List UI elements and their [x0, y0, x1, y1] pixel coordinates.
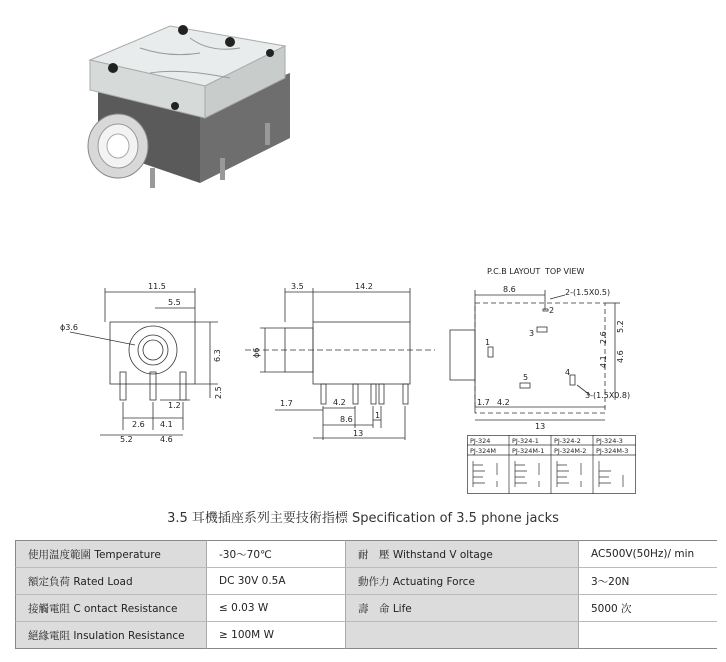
mount-post-2: [178, 25, 188, 35]
model-pj-324-2: PJ-324-2: [554, 437, 581, 445]
spec-value-actuating-force: 3～20N: [579, 568, 717, 595]
spec-label-rated-load: 額定負荷 Rated Load: [15, 568, 207, 595]
dim-1-2: 1.2: [168, 401, 181, 410]
spec-title: 3.5 耳機插座系列主要技術指標 Specification of 3.5 phone jacks: [167, 511, 559, 526]
mount-post-4: [266, 49, 274, 57]
table-row: [15, 568, 717, 595]
dim-2-6: 2.6: [132, 420, 145, 429]
pcb-pin-4: 4: [565, 368, 571, 377]
pcb-dim-13: 13: [535, 422, 546, 431]
table-row: [15, 595, 717, 622]
model-pj-324-3: PJ-324-3: [596, 437, 623, 445]
pcb-layout-label: P.C.B LAYOUT: [487, 267, 541, 276]
table-row: [15, 540, 717, 568]
model-pj-324m: PJ-324M: [470, 447, 496, 455]
pcb-dim-4-2: 4.2: [497, 398, 510, 407]
model-variant-grid: [467, 435, 637, 495]
dim-4-2: 4.2: [333, 398, 346, 407]
spec-label-life: 壽 命 Life: [346, 595, 579, 622]
dim-8-6: 8.6: [340, 415, 353, 424]
pcb-pin-1: 1: [485, 338, 491, 347]
pcb-dim-8-6: 8.6: [503, 285, 516, 294]
dim-13: 13: [353, 429, 364, 438]
dim-1: 1: [375, 411, 381, 420]
dim-5-5: 5.5: [168, 298, 181, 307]
pcb-pin-5: 5: [523, 373, 529, 382]
model-pj-324m-3: PJ-324M-3: [596, 447, 629, 455]
model-pj-324: PJ-324: [470, 437, 491, 445]
spec-label-insulation-resistance: 絕緣電阻 Insulation Resistance: [15, 622, 207, 649]
pcb-dim-1-7: 1.7: [477, 398, 490, 407]
dim-phi-6: ɸ6: [252, 347, 261, 358]
spec-value-life: 5000 次: [579, 595, 717, 622]
spec-label-empty: [346, 622, 579, 649]
dim-2-5: 2.5: [214, 386, 223, 399]
dim-5-2: 5.2: [120, 435, 133, 444]
model-pj-324m-2: PJ-324M-2: [554, 447, 587, 455]
model-pj-324m-1: PJ-324M-1: [512, 447, 545, 455]
spec-value-contact-resistance: ≤ 0.03 W: [207, 595, 346, 622]
dim-4-1: 4.1: [160, 420, 173, 429]
side-view-drawing: [245, 280, 440, 445]
pcb-hole-3: 3-(1.5X0.8): [585, 391, 631, 400]
front-view-drawing: [60, 280, 230, 445]
spec-label-withstand-voltage: 耐 壓 Withstand V oltage: [346, 540, 579, 568]
spec-label-temperature: 使用温度範圍 Temperature: [15, 540, 207, 568]
mount-post-3: [225, 37, 235, 47]
spec-label-actuating-force: 動作力 Actuating Force: [346, 568, 579, 595]
dim-6-3: 6.3: [213, 349, 222, 362]
spec-value-withstand-voltage: AC500V(50Hz)/ min: [579, 540, 717, 568]
dim-14-2: 14.2: [355, 282, 373, 291]
spec-value-insulation-resistance: ≥ 100M W: [207, 622, 346, 649]
pcb-dim-5-2: 5.2: [616, 320, 625, 333]
pcb-pin-2: 2: [549, 306, 555, 315]
pcb-dim-2-6: 2.6: [599, 331, 608, 344]
model-pj-324-1: PJ-324-1: [512, 437, 539, 445]
pcb-dim-4-6: 4.6: [616, 350, 625, 363]
pcb-hole-2: 2-(1.5X0.5): [565, 288, 611, 297]
product-photo: [80, 18, 310, 198]
dim-4-6: 4.6: [160, 435, 173, 444]
dim-3-5: 3.5: [291, 282, 304, 291]
mount-post-1: [108, 63, 118, 73]
spec-value-empty: [579, 622, 717, 649]
table-row: [15, 622, 717, 649]
dim-phi-3-6: ɸ3.6: [60, 323, 78, 332]
spec-value-rated-load: DC 30V 0.5A: [207, 568, 346, 595]
spec-table: [15, 540, 717, 649]
pcb-pin-3: 3: [529, 329, 535, 338]
pcb-layout-drawing: [445, 265, 640, 435]
dim-1-7: 1.7: [280, 399, 293, 408]
spec-label-contact-resistance: 接觸電阻 C ontact Resistance: [15, 595, 207, 622]
dim-11-5: 11.5: [148, 282, 166, 291]
top-view-label: TOP VIEW: [545, 267, 585, 276]
spec-value-temperature: -30～70℃: [207, 540, 346, 568]
pcb-dim-4-1: 4.1: [599, 355, 608, 368]
